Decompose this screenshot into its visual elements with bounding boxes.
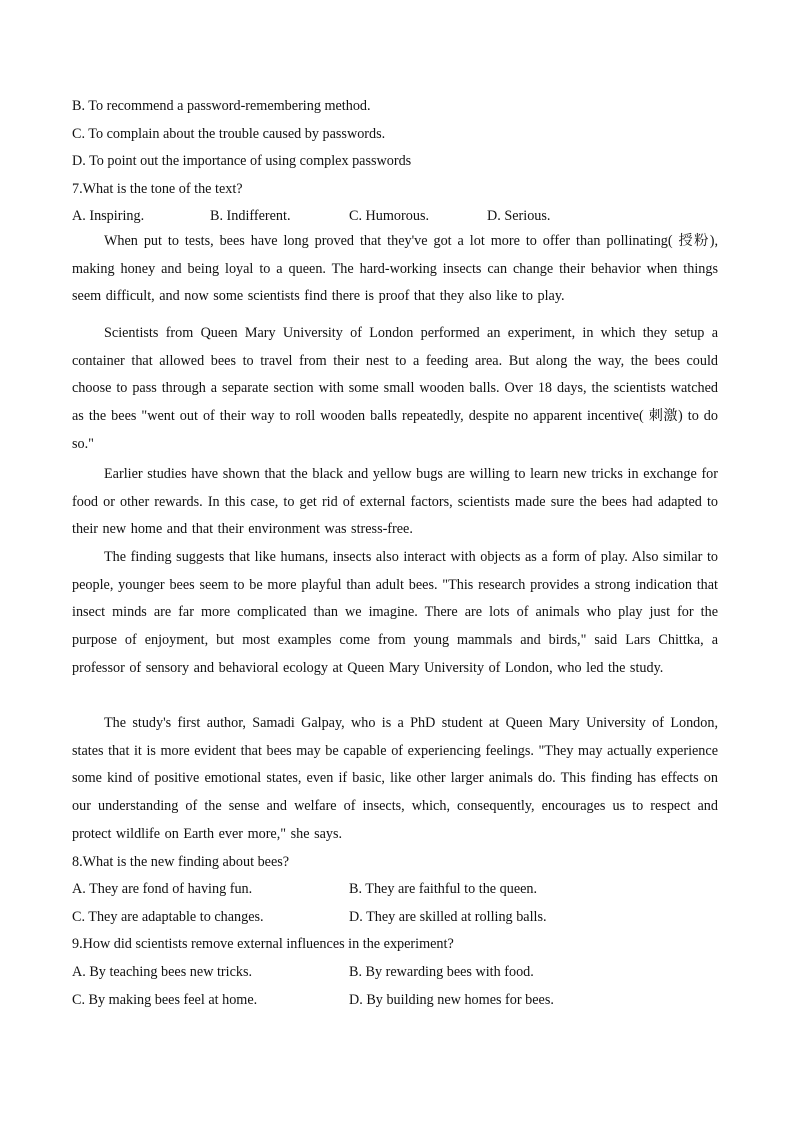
- q6-option-c: C. To complain about the trouble caused by passwords.: [72, 126, 386, 142]
- passage-paragraph-2: Scientists from Queen Mary University of London performed an experiment, in which they setup a container that allowed bees to travel from their nest to a feeding area. But along the way, the bees could choose to pass through a separate section with some small wooden balls. Over 18 days, the scientists watched as the bees "went out of their way to roll wooden balls repeatedly, despite no apparent incentive( 刺激) to do so.": [72, 325, 718, 452]
- q7-option-c: C. Humorous.: [349, 208, 430, 224]
- q8-option-d: D. They are skilled at rolling balls.: [349, 909, 547, 925]
- q7-question: 7.What is the tone of the text?: [72, 181, 243, 197]
- q9-question: 9.How did scientists remove external influences in the experiment?: [72, 936, 454, 952]
- q7-option-d: D. Serious.: [487, 208, 551, 224]
- passage-paragraph-5: The study's first author, Samadi Galpay, who is a PhD student at Queen Mary University of London, states that it is more evident that bees may be capable of experiencing feelings. "They may actually experience some kind of positive emotional states, even if basic, like other larger animals do. This finding has effects on our understanding of the sense and welfare of insects, which, consequently, encourages us to respect and protect wildlife on Earth ever more," she says.: [72, 715, 718, 842]
- q8-option-a: A. They are fond of having fun.: [72, 881, 253, 897]
- q6-option-d: D. To point out the importance of using complex passwords: [72, 153, 412, 169]
- q9-option-d: D. By building new homes for bees.: [349, 992, 554, 1008]
- q6-option-b: B. To recommend a password-remembering method.: [72, 98, 371, 114]
- q8-question: 8.What is the new finding about bees?: [72, 854, 290, 870]
- q9-option-c: C. By making bees feel at home.: [72, 992, 258, 1008]
- passage-paragraph-4: The finding suggests that like humans, insects also interact with objects as a form of play. Also similar to people, younger bees seem to be more playful than adult bees. "This research provides a strong indication that insect minds are far more complicated than we imagine. There are lots of animals who play just for the purpose of enjoyment, but most examples come from young mammals and birds," said Lars Chittka, a professor of sensory and behavioral ecology at Queen Mary University of London, who led the study.: [72, 549, 718, 676]
- q8-option-b: B. They are faithful to the queen.: [349, 881, 538, 897]
- passage-paragraph-1: When put to tests, bees have long proved that they've got a lot more to offer than pollinating( 授粉), making honey and being loyal to a queen. The hard-working insects can change their behavior when things seem difficult, and now some scientists find there is proof that they also like to play.: [72, 233, 718, 305]
- q7-option-b: B. Indifferent.: [210, 208, 291, 224]
- q8-option-c: C. They are adaptable to changes.: [72, 909, 264, 925]
- passage-paragraph-3: Earlier studies have shown that the black and yellow bugs are willing to learn new tricks in exchange for food or other rewards. In this case, to get rid of external factors, scientists made sure the bees had adapted to their new home and that their environment was stress-free.: [72, 466, 718, 538]
- q7-option-a: A. Inspiring.: [72, 208, 145, 224]
- q9-option-b: B. By rewarding bees with food.: [349, 964, 534, 980]
- q9-option-a: A. By teaching bees new tricks.: [72, 964, 253, 980]
